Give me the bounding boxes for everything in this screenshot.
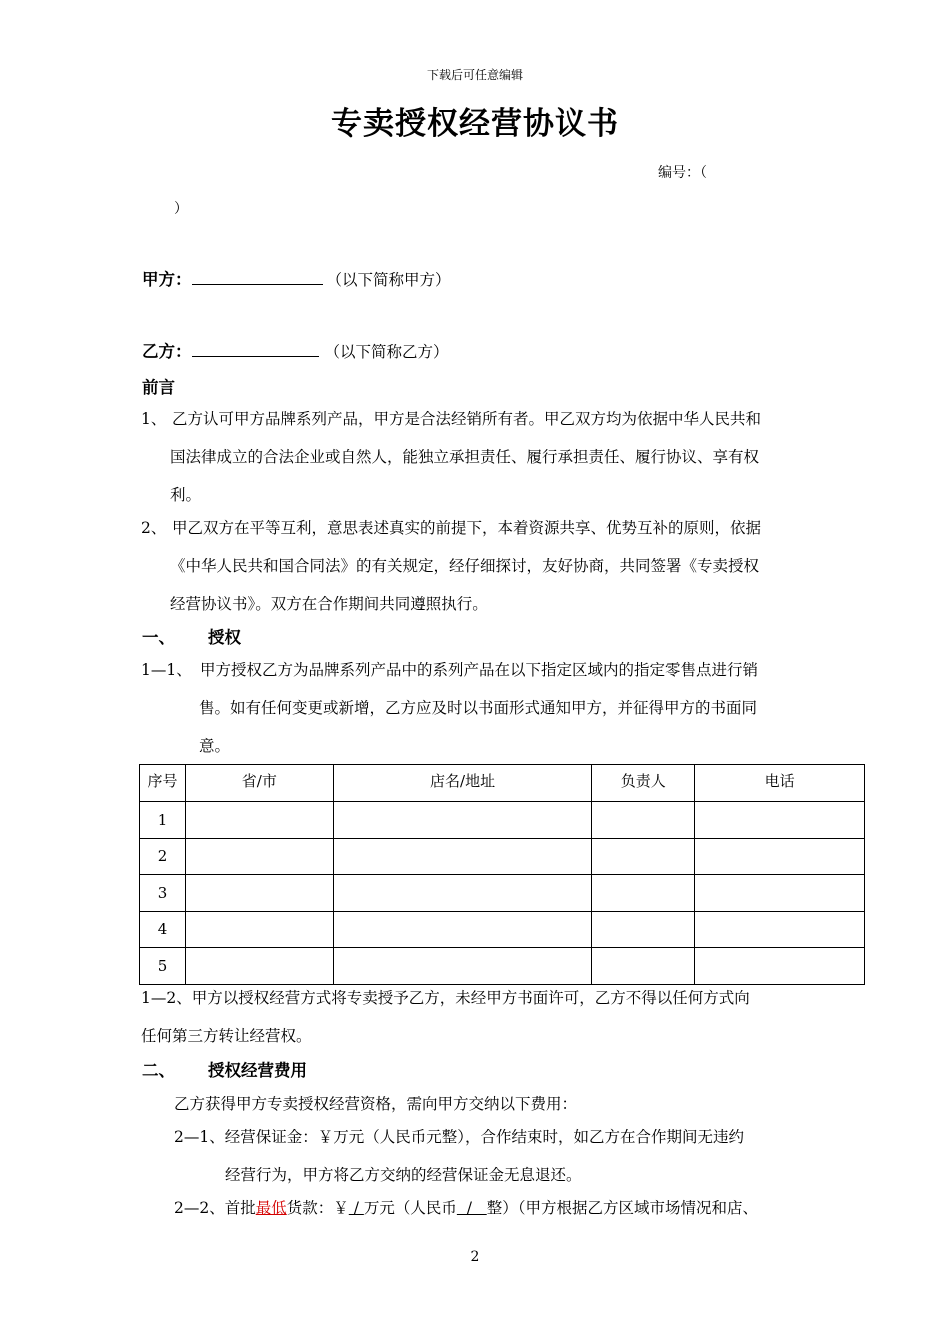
clause-2-2-part-d: 整）（甲方根据乙方区域市场情况和店、 — [486, 1199, 758, 1217]
cell-phone[interactable] — [695, 875, 865, 912]
row-index: 1 — [140, 802, 186, 839]
preface-p1-line3: 利。 — [170, 486, 202, 504]
cell-store-address[interactable] — [333, 802, 592, 839]
store-table — [139, 764, 865, 985]
party-a-label: 甲方： — [142, 270, 192, 289]
section2-number: 二、 — [142, 1061, 175, 1080]
cell-store-address[interactable] — [333, 911, 592, 948]
document-title: 专卖授权经营协议书 — [331, 106, 619, 142]
col-header-store-address: 店名/地址 — [333, 765, 592, 802]
row-index: 4 — [140, 911, 186, 948]
cell-province[interactable] — [185, 911, 333, 948]
cell-store-address[interactable] — [333, 948, 592, 985]
preface-p1-number: 1、 — [141, 410, 167, 428]
contract-number-label: 编号：（ — [658, 165, 707, 181]
preface-p2-line2: 《中华人民共和国合同法》的有关规定，经仔细探讨，友好协商，共同签署《专卖授权 — [170, 557, 760, 575]
col-header-manager: 负责人 — [592, 765, 695, 802]
cell-store-address[interactable] — [333, 838, 592, 875]
clause-2-2-part-a: 2—2、首批 — [174, 1199, 256, 1217]
cell-province[interactable] — [185, 875, 333, 912]
party-a-suffix: （以下简称甲方） — [326, 271, 451, 289]
clause-1-1-line2: 售。如有任何变更或新增，乙方应及时以书面形式通知甲方，并征得甲方的书面同 — [199, 699, 758, 717]
clause-2-2-line1 — [174, 1196, 758, 1218]
cell-province[interactable] — [185, 838, 333, 875]
party-b-blank[interactable] — [192, 340, 319, 357]
cell-manager[interactable] — [592, 875, 695, 912]
row-index: 2 — [140, 838, 186, 875]
clause-1-1-number: 1—1、 — [141, 661, 192, 679]
clause-2-1-line1: 2—1、经营保证金：￥万元（人民币元整），合作结束时，如乙方在合作期间无违约 — [174, 1128, 744, 1146]
clause-1-1-line1: 甲方授权乙方为品牌系列产品中的系列产品在以下指定区域内的指定零售点进行销 — [200, 661, 759, 679]
section2-heading: 授权经营费用 — [208, 1061, 307, 1080]
table-row — [140, 948, 865, 985]
cell-province[interactable] — [185, 802, 333, 839]
clause-1-2-line1: 1—2、甲方以授权经营方式将专卖授予乙方，未经甲方书面许可，乙方不得以任何方式向 — [141, 989, 750, 1007]
clause-2-1-line2: 经营行为，甲方将乙方交纳的经营保证金无息退还。 — [225, 1166, 582, 1184]
cell-manager[interactable] — [592, 802, 695, 839]
preface-p1-line1: 乙方认可甲方品牌系列产品，甲方是合法经销所有者。甲乙双方均为依据中华人民共和 — [172, 410, 762, 428]
section1-number: 一、 — [142, 628, 175, 647]
contract-number-close: ） — [174, 201, 188, 217]
col-header-index: 序号 — [140, 765, 186, 802]
clause-2-2-part-b: 货款：￥ — [286, 1199, 349, 1217]
cell-phone[interactable] — [695, 911, 865, 948]
table-row — [140, 802, 865, 839]
clause-2-2-amount-blank[interactable]: / — [348, 1199, 364, 1217]
preface-p2-line1: 甲乙双方在平等互利，意思表述真实的前提下，本着资源共享、优势互补的原则，依据 — [172, 519, 762, 537]
party-b-line — [142, 338, 449, 362]
row-index: 3 — [140, 875, 186, 912]
cell-province[interactable] — [185, 948, 333, 985]
cell-phone[interactable] — [695, 802, 865, 839]
clause-2-2-part-c: 万元（人民币 — [363, 1199, 457, 1217]
clause-1-2-line2: 任何第三方转让经营权。 — [141, 1027, 312, 1045]
party-b-suffix: （以下简称乙方） — [324, 343, 449, 361]
col-header-province: 省/市 — [185, 765, 333, 802]
cell-manager[interactable] — [592, 838, 695, 875]
table-row — [140, 838, 865, 875]
clause-1-1-line3: 意。 — [199, 737, 231, 755]
preface-heading: 前言 — [142, 378, 175, 397]
cell-phone[interactable] — [695, 838, 865, 875]
clause-2-2-rmb-blank[interactable]: / — [456, 1199, 487, 1217]
col-header-phone: 电话 — [695, 765, 865, 802]
preface-p2-number: 2、 — [141, 519, 167, 537]
clause-2-2-minimum: 最低 — [255, 1199, 287, 1217]
preface-p2-line3: 经营协议书》。双方在合作期间共同遵照执行。 — [170, 595, 488, 613]
cell-phone[interactable] — [695, 948, 865, 985]
cell-store-address[interactable] — [333, 875, 592, 912]
cell-manager[interactable] — [592, 948, 695, 985]
table-header-row — [140, 765, 865, 802]
party-a-line — [142, 266, 451, 290]
party-a-blank[interactable] — [192, 268, 323, 285]
section1-heading: 授权 — [208, 628, 241, 647]
table-row — [140, 875, 865, 912]
table-row — [140, 911, 865, 948]
row-index: 5 — [140, 948, 186, 985]
page-number: 2 — [470, 1249, 480, 1265]
header-note: 下载后可任意编辑 — [426, 68, 523, 82]
party-b-label: 乙方： — [142, 342, 192, 361]
section2-intro: 乙方获得甲方专卖授权经营资格，需向甲方交纳以下费用： — [174, 1095, 578, 1113]
cell-manager[interactable] — [592, 911, 695, 948]
preface-p1-line2: 国法律成立的合法企业或自然人，能独立承担责任、履行承担责任、履行协议、享有权 — [170, 448, 760, 466]
